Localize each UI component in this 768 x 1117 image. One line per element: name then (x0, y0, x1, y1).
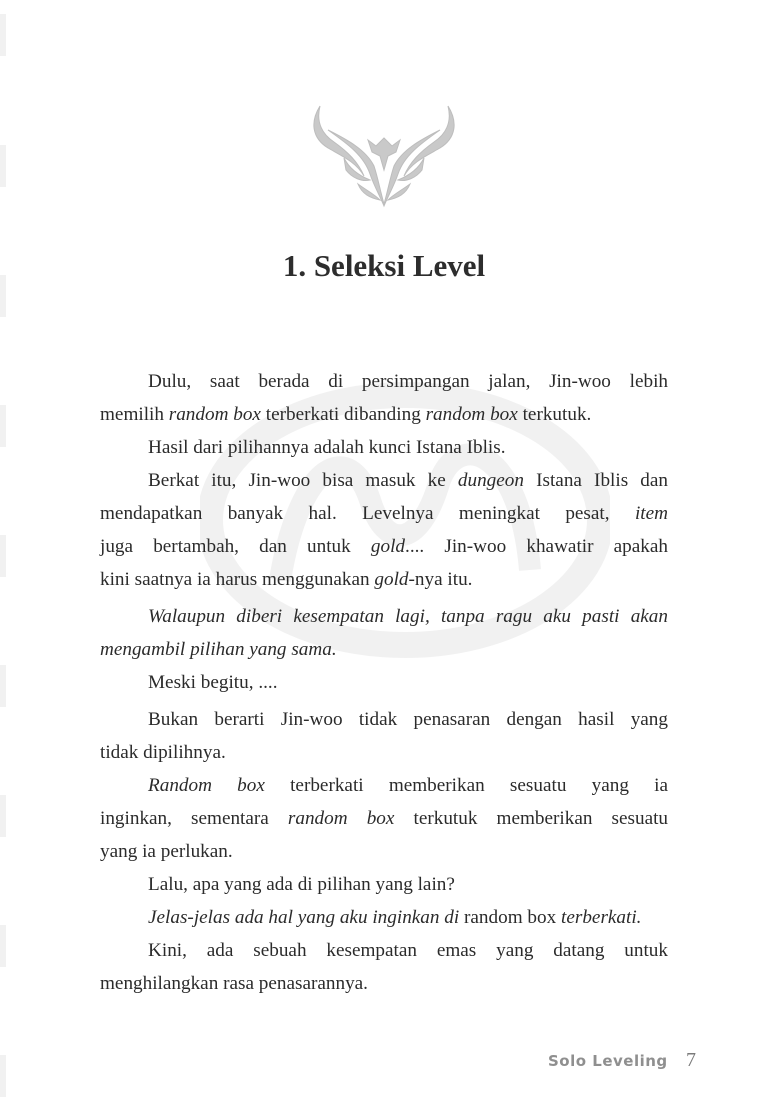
paragraph-line: Jelas-jelas ada hal yang aku inginkan di random box terberkati. (148, 907, 642, 928)
paragraph-line-italic: mengambil pilihan yang sama. (100, 639, 337, 660)
edge-mark (0, 795, 6, 837)
edge-mark (0, 145, 6, 187)
paragraph-line: yang ia perlukan. (100, 841, 233, 862)
edge-mark (0, 405, 6, 447)
paragraph-line: tidak dipilihnya. (100, 742, 226, 763)
paragraph-line: kini saatnya ia harus menggunakan gold-nya itu. (100, 569, 473, 590)
paragraph-line: Berkat itu, Jin-woo bisa masuk ke dungeon Istana Iblis dan (148, 470, 668, 491)
edge-mark (0, 1055, 6, 1097)
footer-book-title: Solo Leveling (548, 1052, 668, 1070)
paragraph-line: Bukan berarti Jin-woo tidak penasaran dengan hasil yang (148, 709, 668, 730)
paragraph-line: juga bertambah, dan untuk gold.... Jin-woo khawatir apakah (100, 536, 668, 557)
paragraph-line: Hasil dari pilihannya adalah kunci Istana Iblis. (148, 437, 506, 458)
paragraph-line: mendapatkan banyak hal. Levelnya meningkat pesat, item (100, 503, 668, 524)
paragraph-line: menghilangkan rasa penasarannya. (100, 973, 368, 994)
paragraph-line: Random box terberkati memberikan sesuatu yang ia (148, 775, 668, 796)
paragraph-line: Lalu, apa yang ada di pilihan yang lain? (148, 874, 455, 895)
edge-mark (0, 535, 6, 577)
edge-mark (0, 665, 6, 707)
edge-mark (0, 14, 6, 56)
edge-mark (0, 925, 6, 967)
paragraph-line: Meski begitu, .... (148, 672, 278, 693)
page-number: 7 (686, 1049, 696, 1071)
chapter-body (100, 365, 668, 1000)
paragraph-line-italic: Walaupun diberi kesempatan lagi, tanpa ragu aku pasti akan (148, 606, 668, 627)
paragraph-line: Kini, ada sebuah kesempatan emas yang datang untuk (148, 940, 668, 961)
chapter-title: 1. Seleksi Level (282, 248, 486, 283)
paragraph-line: Dulu, saat berada di persimpangan jalan, Jin-woo lebih (148, 371, 668, 392)
paragraph-line: inginkan, sementara random box terkutuk memberikan sesuatu (100, 808, 669, 829)
paragraph-line: memilih random box terberkati dibanding random box terkutuk. (100, 404, 592, 425)
tribal-ornament-icon (308, 100, 460, 208)
